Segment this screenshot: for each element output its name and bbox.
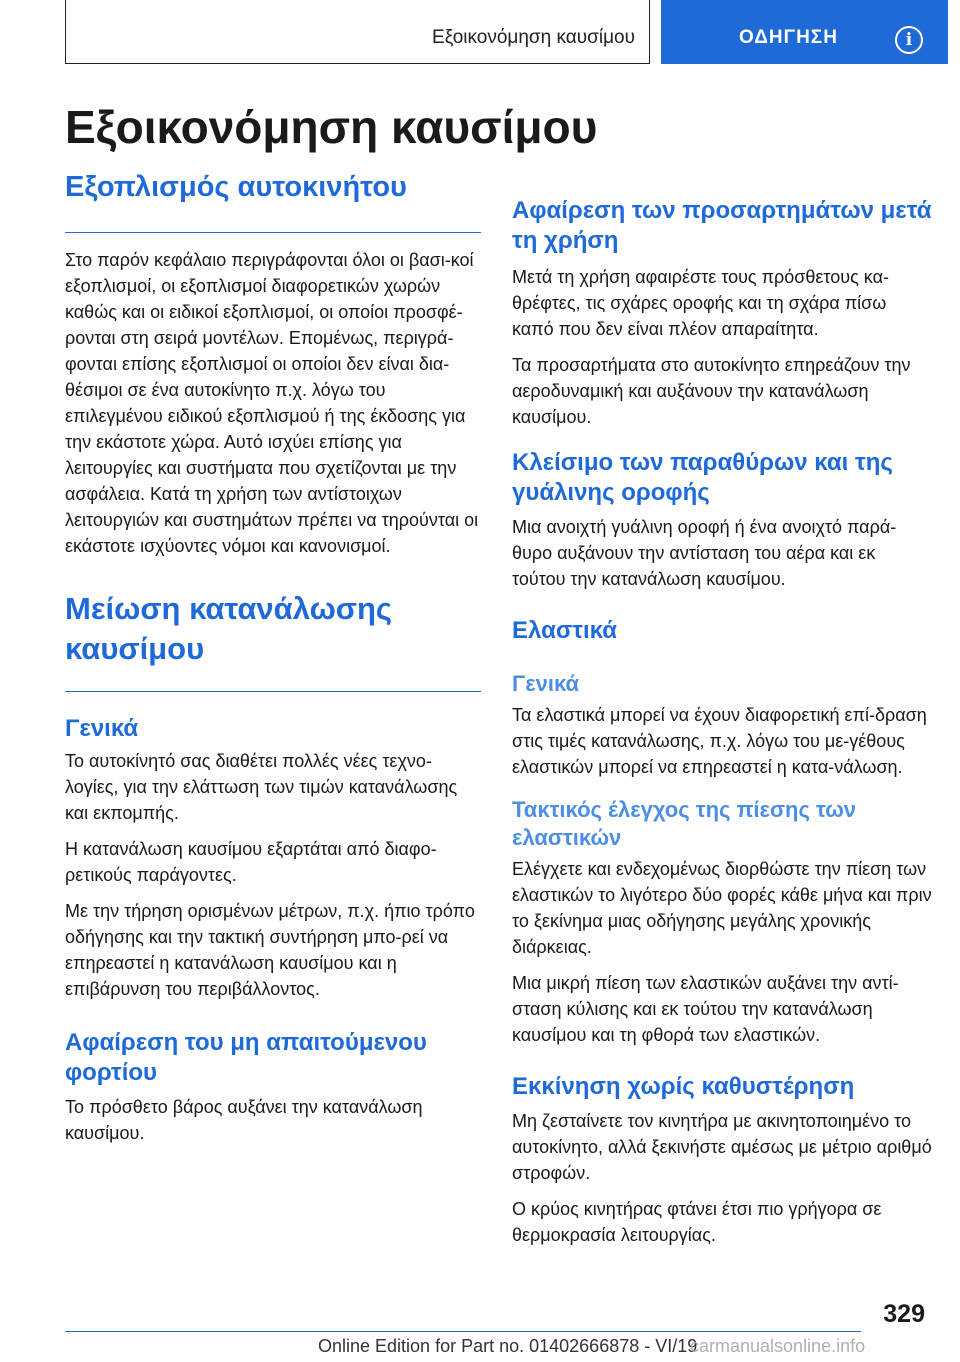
text-general-1: Το αυτοκίνητό σας διαθέτει πολλές νέες τεχνο-λογίες, για την ελάττωση των τιμών κατανάλωσης και εκπομπής. xyxy=(65,751,458,823)
heading-equipment: Εξοπλισμός αυτοκινήτου xyxy=(65,168,481,233)
heading-close-windows: Κλείσιμο των παραθύρων και της γυάλινης οροφής xyxy=(512,449,893,506)
footer-edition: Online Edition for Part no. 01402666878 - VI/19 xyxy=(318,1336,698,1356)
heading-tires: Ελαστικά xyxy=(512,617,617,644)
heading-remove-load: Αφαίρεση του μη απαιτούμενου φορτίου xyxy=(65,1029,427,1086)
text-remove-load: Το πρόσθετο βάρος αυξάνει την κατανάλωση καυσίμου. xyxy=(65,1097,423,1143)
text-general-2: Η κατανάλωση καυσίμου εξαρτάται από διαφο-ρετικούς παράγοντες. xyxy=(65,839,437,885)
heading-reduce-consumption: Μείωση κατανάλωσης καυσίμου xyxy=(65,589,481,692)
header-section-title: Εξοικονόμηση καυσίμου xyxy=(432,27,635,48)
heading-remove-attachments: Αφαίρεση των προσαρτημάτων μετά τη χρήση xyxy=(512,197,932,254)
header-chapter-title: ΟΔΗΓΗΣΗ xyxy=(739,27,838,48)
info-icon: i xyxy=(895,26,923,54)
text-tire-pressure-2: Μια μικρή πίεση των ελαστικών αυξάνει την αντί-σταση κύλισης και εκ τούτου την κατανάλωση καυσίμου και τη φθορά των ελαστικών. xyxy=(512,973,899,1045)
text-start-1: Μη ζεσταίνετε τον κινητήρα με ακινητοποιημένο το αυτοκίνητο, αλλά ξεκινήστε αμέσως με μέτριο αριθμό στροφών. xyxy=(512,1111,932,1183)
header-chapter-box xyxy=(661,0,948,64)
text-general-3: Με την τήρηση ορισμένων μέτρων, π.χ. ήπιο τρόπο οδήγησης και την τακτική συντήρηση μπο-ρεί να επηρεαστεί η κατανάλωση καυσίμου και η επιβάρυνση του περιβάλλοντος. xyxy=(65,901,475,999)
left-column xyxy=(65,168,481,1146)
heading-start-immediately: Εκκίνηση χωρίς καθυστέρηση xyxy=(512,1073,855,1100)
text-start-2: Ο κρύος κινητήρας φτάνει έτσι πιο γρήγορα σε θερμοκρασία λειτουργίας. xyxy=(512,1199,882,1245)
footer-watermark: carmanualsonline.info xyxy=(690,1336,866,1356)
page-title: Εξοικονόμηση καυσίμου xyxy=(65,101,598,153)
heading-general: Γενικά xyxy=(65,715,139,742)
heading-tires-general: Γενικά xyxy=(512,671,580,696)
text-tires-general: Τα ελαστικά μπορεί να έχουν διαφορετική επί-δραση στις τιμές κατανάλωσης, π.χ. λόγω του με-γέθους ελαστικών μπορεί να επηρεαστεί η κατα-νάλωση. xyxy=(512,705,927,777)
text-tire-pressure-1: Ελέγχετε και ενδεχομένως διορθώστε την πίεση των ελαστικών το λιγότερο δύο φορές κάθε μήνα και πριν το ξεκίνημα μιας οδήγησης μεγάλης χρονικής διάρκειας. xyxy=(512,859,932,957)
header-section-box xyxy=(65,0,650,64)
footer-divider xyxy=(65,1331,861,1332)
page-number: 329 xyxy=(883,1300,925,1328)
text-attachments-2: Τα προσαρτήματα στο αυτοκίνητο επηρεάζουν την αεροδυναμική και αυξάνουν την κατανάλωση καυσίμου. xyxy=(512,355,911,427)
heading-tire-pressure: Τακτικός έλεγχος της πίεσης των ελαστικών xyxy=(512,797,857,850)
text-equipment: Στο παρόν κεφάλαιο περιγράφονται όλοι οι βασι-κοί εξοπλισμοί, οι εξοπλισμοί διαφορετικών χωρών καθώς και οι ειδικοί εξοπλισμοί, οι οποίοι προσφέ-ρονται στη σειρά μοντέλων. Επομένως, περιγρά-φονται επίσης εξοπλισμοί οι οποίοι δεν είναι δια-θέσιμοι σε ένα αυτοκίνητο π.χ. λόγω του επιλεγμένου ειδικού εξοπλισμού ή της έκδοσης για την εκάστοτε χώρα. Αυτό ισχύει επίσης για λειτουργίες και συστήματα που σχετίζονται με την ασφάλεια. Κατά τη χρήση των αντίστοιχων λειτουργιών και συστημάτων πρέπει να τηρούνται οι εκάστοτε ισχύοντες νόμοι και κανονισμοί. xyxy=(65,250,479,556)
page-header xyxy=(65,0,948,64)
text-attachments-1: Μετά τη χρήση αφαιρέστε τους πρόσθετους κα-θρέφτες, τις σχάρες οροφής και τη σχάρα πίσω καπό που δεν είναι πλέον απαραίτητα. xyxy=(512,267,889,339)
right-column xyxy=(512,168,932,1248)
text-close-windows: Μια ανοιχτή γυάλινη οροφή ή ένα ανοιχτό παρά-θυρο αυξάνουν την αντίσταση του αέρα και εκ τούτου την κατανάλωση καυσίμου. xyxy=(512,517,897,589)
